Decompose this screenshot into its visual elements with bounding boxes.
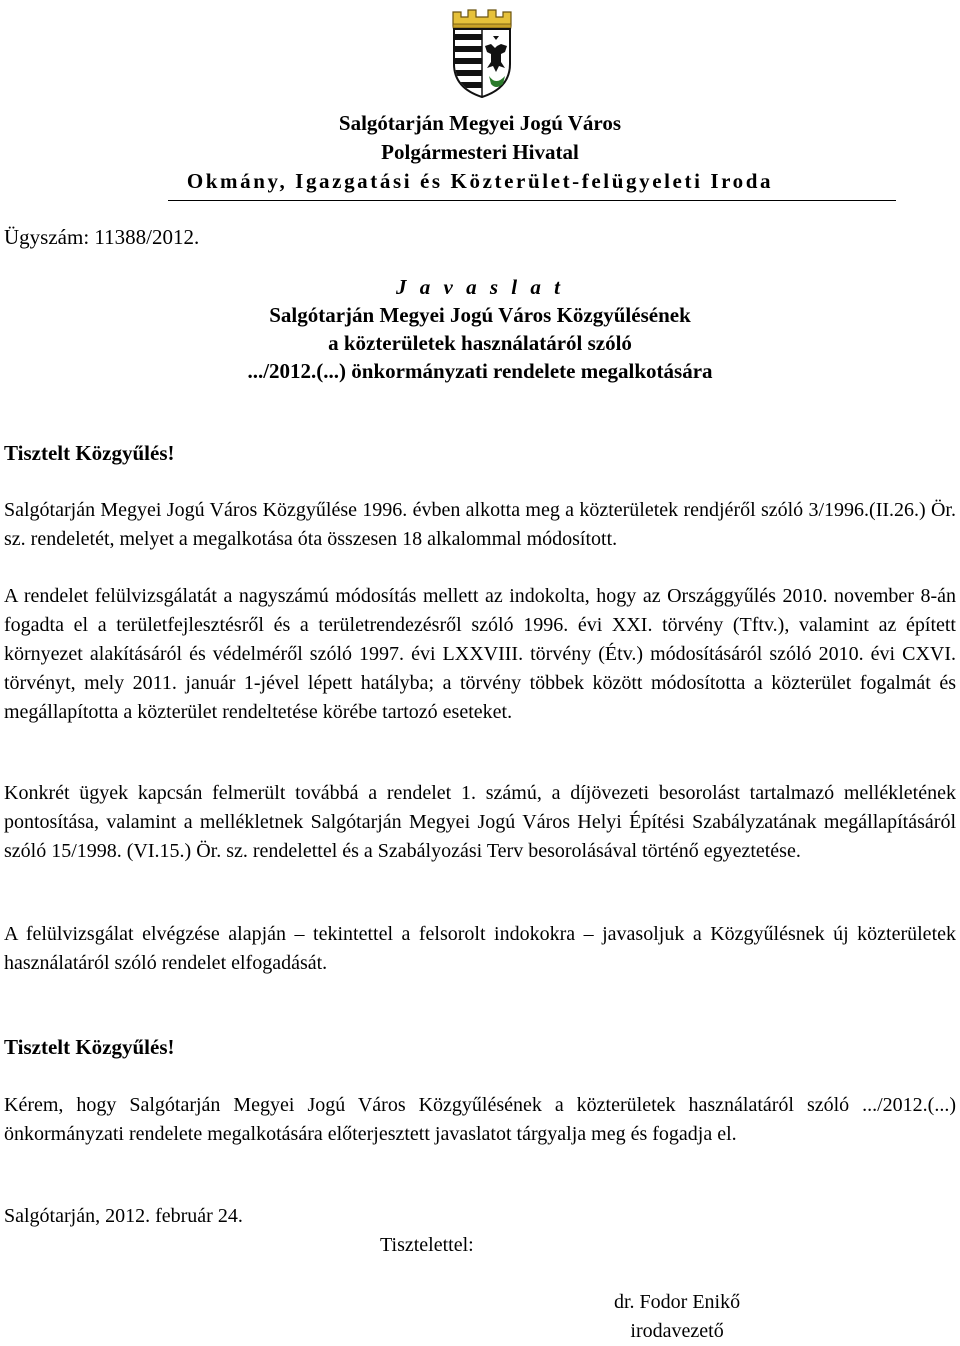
title-line-3: a közterületek használatáról szóló <box>328 331 632 355</box>
paragraph: A rendelet felülvizsgálatát a nagyszámú módosítás mellett az indokolta, hogy az Országgyűlés 2010. november 8-án fogadta el a területfejlesztésről és a területrendezésről szóló 1996. évi XXI. törvény (Tftv.), valamint az épített környezet alakításáról és védelméről szóló 1997. évi LXXVIII. törvény (Étv.) módosításáról szóló 2010. évi CXVI. törvényt, mely 2011. január 1-jével lépett hatályba; a törvény többek között módosította a közterület fogalmát és megállapította a közterület rendeltetése körébe tartozó eseteket. <box>4 585 956 723</box>
salutation: Tisztelt Közgyűlés! <box>4 1035 175 1059</box>
title-line-4: .../2012.(...) önkormányzati rendelete megalkotására <box>247 359 713 383</box>
signature-block <box>614 1288 740 1346</box>
header-city-name: Salgótarján Megyei Jogú Város <box>338 111 622 135</box>
header-department-name: Okmány, Igazgatási és Közterület-felügyeleti Iroda <box>186 169 774 193</box>
closing-paragraph: Kérem, hogy Salgótarján Megyei Jogú Város Közgyűlésének a közterületek használatáról szóló .../2012.(...) önkormányzati rendelete megalkotására előterjesztett javaslatot tárgyalja meg és fogadja el. <box>4 1094 956 1145</box>
header-divider <box>168 200 896 201</box>
header-office-name: Polgármesteri Hivatal <box>381 140 579 164</box>
case-number: Ügyszám: 11388/2012. <box>4 225 200 249</box>
regards: Tisztelettel: <box>380 1234 474 1256</box>
paragraph: Konkrét ügyek kapcsán felmerült továbbá a rendelet 1. számú, a díjövezeti besorolást tartalmazó mellékletének pontosítása, valamint a mellékletnek Salgótarján Megyei Jogú Város Helyi Építési Szabályzatának megállapításáról szóló 15/1998. (VI.15.) Ör. sz. rendelettel és a Szabályozási Terv besorolásával történő egyeztetése. <box>4 782 956 862</box>
title-line-2: Salgótarján Megyei Jogú Város Közgyűlésének <box>269 303 691 327</box>
city-coat-of-arms-icon <box>449 6 515 100</box>
document-title: J a v a s l a t <box>396 275 564 299</box>
signatory-title: irodavezető <box>630 1320 724 1342</box>
place-date: Salgótarján, 2012. február 24. <box>4 1205 243 1227</box>
salutation: Tisztelt Közgyűlés! <box>4 441 175 465</box>
paragraph: A felülvizsgálat elvégzése alapján – tekintettel a felsorolt indokokra – javasoljuk a Közgyűlésnek új közterületek használatáról szóló rendelet elfogadását. <box>4 923 956 974</box>
paragraph: Salgótarján Megyei Jogú Város Közgyűlése 1996. évben alkotta meg a közterületek rendjéről szóló 3/1996.(II.26.) Ör. sz. rendeletét, melyet a megalkotása óta összesen 18 alkalommal módosított. <box>4 499 956 550</box>
signatory-name: dr. Fodor Enikő <box>614 1291 741 1313</box>
